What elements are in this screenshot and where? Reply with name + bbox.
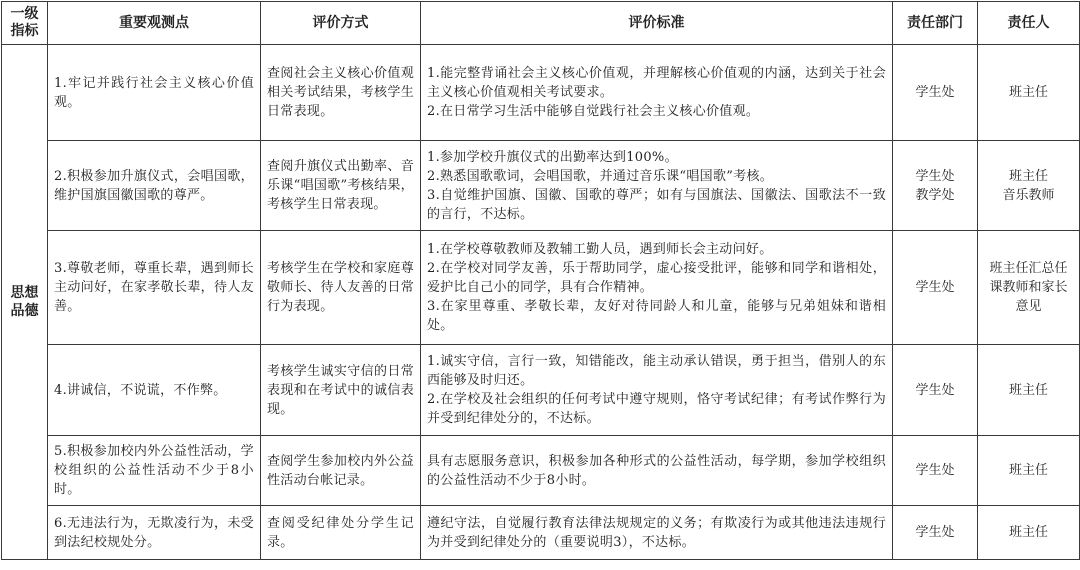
- table-row: [2, 45, 1080, 141]
- dept-line: 学生处: [915, 85, 955, 100]
- person-cell: [978, 345, 1080, 436]
- evaluation-table: [1, 1, 1080, 560]
- standard-cell: [421, 506, 893, 560]
- standard-line: 1.诚实守信，言行一致，知错能改，能主动承认错误，勇于担当，借别人的东西能够及时归还。: [427, 354, 886, 388]
- standard-cell: [421, 345, 893, 436]
- dept-line: 教学处: [915, 187, 955, 203]
- standard-line: 2.在学校及社会组织的任何考试中遵守规则，恪守考试纪律；有考试作弊行为并受到纪律处分的，不达标。: [427, 392, 886, 426]
- standard-cell: [421, 45, 893, 141]
- dept-cell: [893, 45, 978, 141]
- point-cell: 1.牢记并践行社会主义核心价值观。: [48, 45, 261, 141]
- standard-line: 具有志愿服务意识，积极参加各种形式的公益性活动，每学期，参加学校组织的公益性活动不少于8小时。: [427, 453, 886, 488]
- header-method: 评价方式: [261, 2, 421, 45]
- person-cell: [978, 231, 1080, 345]
- standard-line: 1.能完整背诵社会主义核心价值观，并理解核心价值观的内涵，达到关于社会主义核心价值观相关考试要求。: [427, 66, 886, 100]
- person-cell: [978, 141, 1080, 231]
- standard-cell: [421, 141, 893, 231]
- person-cell: [978, 506, 1080, 560]
- table-row: [2, 436, 1080, 506]
- standard-line: 1.参加学校升旗仪式的出勤率达到100%。: [427, 149, 678, 165]
- header-person: 责任人: [978, 2, 1080, 45]
- person-line: 班主任: [1008, 463, 1048, 478]
- dept-cell: [893, 506, 978, 560]
- person-line: 班主任: [1008, 525, 1048, 540]
- point-cell: 4.讲诚信，不说谎，不作弊。: [48, 345, 261, 436]
- point-cell: 2.积极参加升旗仪式，会唱国歌，维护国旗国徽国歌的尊严。: [48, 141, 261, 231]
- header-row: [2, 2, 1080, 45]
- dept-cell: [893, 231, 978, 345]
- point-cell: 6.无违法行为，无欺凌行为，未受到法纪校规处分。: [48, 506, 261, 560]
- standard-line: 3.自觉维护国旗、国徽、国歌的尊严；如有与国旗法、国徽法、国歌法不一致的言行，不达标。: [427, 187, 886, 222]
- standard-cell: [421, 231, 893, 345]
- method-cell: 查阅学生参加校内外公益性活动台帐记录。: [261, 436, 421, 506]
- standard-line: 1.在学校尊敬教师及教辅工勤人员，遇到师长会主动问好。: [427, 242, 773, 257]
- method-cell: 查阅受纪律处分学生记录。: [261, 506, 421, 560]
- person-line: 班主任: [1008, 168, 1048, 184]
- point-cell: 3.尊敬老师，尊重长辈，遇到师长主动问好，在家孝敬长辈，待人友善。: [48, 231, 261, 345]
- dept-line: 学生处: [915, 463, 955, 478]
- header-level1: 一级指标: [2, 2, 48, 45]
- method-cell: 考核学生诚实守信的日常表现和在考试中的诚信表现。: [261, 345, 421, 436]
- method-cell: 查阅社会主义核心价值观相关考试结果，考核学生日常表现。: [261, 45, 421, 141]
- dept-line: 学生处: [915, 382, 955, 398]
- table-row: [2, 345, 1080, 436]
- standard-line: 3.在家里尊重、孝敬长辈，友好对待同龄人和儿童，能够与兄弟姐妹和谐相处。: [427, 299, 886, 333]
- dept-line: 学生处: [915, 168, 955, 184]
- header-point: 重要观测点: [48, 2, 261, 45]
- dept-line: 学生处: [915, 280, 955, 295]
- dept-line: 学生处: [915, 525, 955, 540]
- standard-line: 2.在学校对同学友善，乐于帮助同学，虚心接受批评，能够和同学和谐相处，爱护比自己小的同学，具有合作精神。: [427, 261, 886, 295]
- standard-line: 遵纪守法，自觉履行教育法律法规规定的义务；有欺凌行为或其他违法违规行为并受到纪律处分的（重要说明3），不达标。: [427, 515, 886, 550]
- person-line: 班主任汇总任课教师和家长意见: [989, 261, 1068, 314]
- table-row: [2, 141, 1080, 231]
- person-line: 班主任: [1008, 382, 1048, 398]
- method-cell: 查阅升旗仪式出勤率、音乐课“唱国歌”考核结果，考核学生日常表现。: [261, 141, 421, 231]
- person-line: 班主任: [1008, 85, 1048, 100]
- point-cell: 5.积极参加校内外公益性活动，学校组织的公益性活动不少于8小时。: [48, 436, 261, 506]
- standard-cell: [421, 436, 893, 506]
- table-row: [2, 506, 1080, 560]
- standard-line: 2.在日常学习生活中能够自觉践行社会主义核心价值观。: [427, 104, 760, 119]
- dept-cell: [893, 345, 978, 436]
- person-line: 音乐教师: [1002, 187, 1055, 203]
- dept-cell: [893, 141, 978, 231]
- table-row: [2, 231, 1080, 345]
- method-cell: 考核学生在学校和家庭尊敬师长、待人友善的日常行为表现。: [261, 231, 421, 345]
- category-cell: 思想品德: [2, 45, 48, 560]
- person-cell: [978, 436, 1080, 506]
- person-cell: [978, 45, 1080, 141]
- standard-line: 2.熟悉国歌歌词，会唱国歌，并通过音乐课“唱国歌”考核。: [427, 168, 774, 184]
- dept-cell: [893, 436, 978, 506]
- header-standard: 评价标准: [421, 2, 893, 45]
- header-dept: 责任部门: [893, 2, 978, 45]
